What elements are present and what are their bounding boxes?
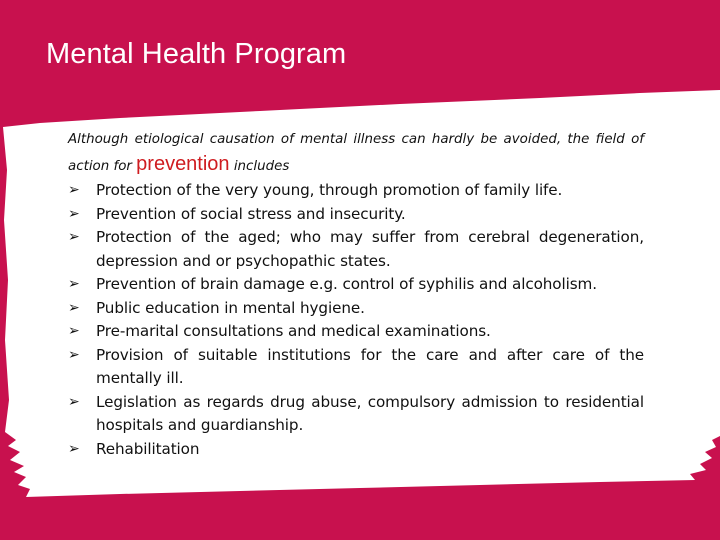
intro-text-end: includes xyxy=(233,159,290,174)
list-item-text: Protection of the very young, through promotion of family life. xyxy=(96,181,563,199)
list-item-text: Prevention of brain damage e.g. control of syphilis and alcoholism. xyxy=(96,275,597,293)
arrowhead-bullet-icon: ➢ xyxy=(68,205,80,222)
arrowhead-bullet-icon: ➢ xyxy=(68,393,80,410)
arrowhead-bullet-icon: ➢ xyxy=(68,299,80,316)
list-item xyxy=(68,226,644,273)
list-item-text: Public education in mental hygiene. xyxy=(96,298,365,317)
list-item xyxy=(68,273,644,297)
list-item xyxy=(68,297,644,321)
list-item-text: Protection of the aged; who may suffer from cerebral degeneration, depression and or psychopathic states. xyxy=(96,228,644,270)
list-item-text: Legislation as regards drug abuse, compulsory admission to residential hospitals and guardianship. xyxy=(96,392,644,434)
list-item xyxy=(68,179,644,203)
list-item-text: Pre-marital consultations and medical examinations. xyxy=(96,322,491,340)
intro-text: Although etiological causation of mental illness can hardly be avoided, the field of action for xyxy=(68,132,644,174)
arrowhead-bullet-icon: ➢ xyxy=(68,346,80,363)
list-item xyxy=(68,203,644,227)
slide-body xyxy=(68,127,644,461)
list-item xyxy=(68,320,644,344)
list-item xyxy=(68,344,644,391)
slide-title: Mental Health Program xyxy=(46,38,347,70)
list-item xyxy=(68,391,644,438)
arrowhead-bullet-icon: ➢ xyxy=(68,440,80,457)
list-item-text: Provision of suitable institutions for the care and after care of the mentally ill. xyxy=(96,345,644,387)
list-item-text: Rehabilitation xyxy=(96,439,200,458)
arrowhead-bullet-icon: ➢ xyxy=(68,229,80,245)
intro-paragraph xyxy=(68,127,644,179)
list-item xyxy=(68,438,644,462)
list-item-text: Prevention of social stress and insecurity. xyxy=(96,204,406,223)
prevention-keyword: prevention xyxy=(136,153,230,175)
arrowhead-bullet-icon: ➢ xyxy=(68,323,80,339)
arrowhead-bullet-icon: ➢ xyxy=(68,182,80,198)
prevention-list xyxy=(68,179,644,461)
arrowhead-bullet-icon: ➢ xyxy=(68,276,80,292)
